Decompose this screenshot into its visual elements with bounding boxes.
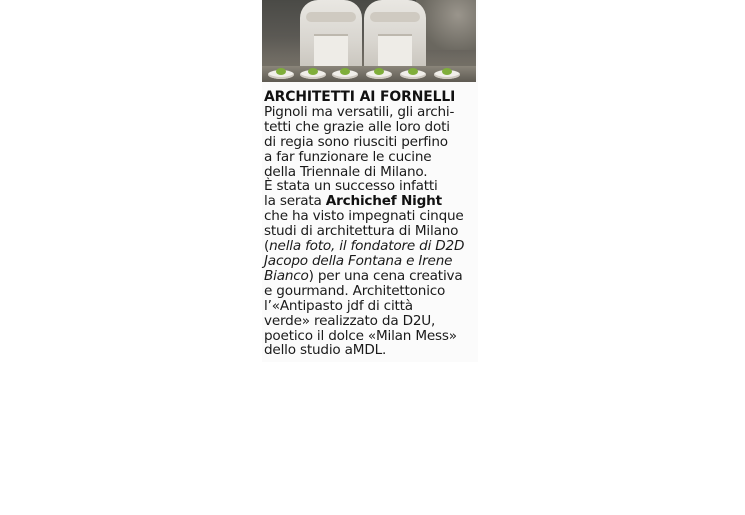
- article-text: la serata: [264, 193, 326, 210]
- food-garnish: [408, 68, 418, 75]
- article-line: studi di architettura di Milano: [264, 223, 459, 240]
- article-photo: [262, 0, 476, 82]
- food-garnish: [308, 68, 318, 75]
- chef-apron: [378, 34, 412, 70]
- plate: [332, 70, 358, 79]
- article-line: della Triennale di Milano.: [264, 163, 428, 180]
- plate: [268, 70, 294, 79]
- article-line: poetico il dolce «Milan Mess»: [264, 327, 457, 344]
- article-line: a far funzionare le cucine: [264, 148, 432, 165]
- chef-arms: [306, 12, 356, 22]
- article-line: che ha visto impegnati cinque: [264, 208, 464, 225]
- food-garnish: [374, 68, 384, 75]
- chef-figure-right: [364, 0, 426, 70]
- chef-figure-left: [300, 0, 362, 70]
- article-line: di regia sono riusciti perfino: [264, 133, 448, 150]
- plate: [434, 70, 460, 79]
- article-line: [264, 194, 478, 209]
- article-line: [264, 239, 478, 254]
- serving-table: [262, 66, 476, 82]
- article-line: dello studio aMDL.: [264, 342, 387, 359]
- plate: [400, 70, 426, 79]
- article-line: l’«Antipasto jdf di città: [264, 297, 413, 314]
- article-line: È stata un successo infatti: [264, 178, 438, 195]
- plate: [300, 70, 326, 79]
- chef-apron: [314, 34, 348, 70]
- photo-caption-text: Bianco: [264, 267, 309, 284]
- food-garnish: [276, 68, 286, 75]
- article-line: tetti che grazie alle loro doti: [264, 118, 450, 135]
- plate: [366, 70, 392, 79]
- newspaper-clipping: [262, 0, 478, 362]
- article-line: e gourmand. Architettonico: [264, 282, 446, 299]
- article-body: [264, 90, 478, 358]
- article-text: (: [264, 238, 270, 255]
- photo-caption-text: Jacopo della Fontana e Irene: [264, 252, 453, 269]
- article-line: Pignoli ma versatili, gli archi-: [264, 103, 455, 120]
- chef-arms: [370, 12, 420, 22]
- food-garnish: [442, 68, 452, 75]
- article-text: ) per una cena creativa: [308, 267, 463, 284]
- event-name: Archichef Night: [325, 193, 442, 210]
- photo-caption-text: nella foto, il fondatore di D2D: [269, 238, 465, 255]
- article-line: verde» realizzato da D2U,: [264, 312, 436, 329]
- article-line: [264, 269, 478, 284]
- article-headline: ARCHITETTI AI FORNELLI: [264, 89, 456, 105]
- food-garnish: [340, 68, 350, 75]
